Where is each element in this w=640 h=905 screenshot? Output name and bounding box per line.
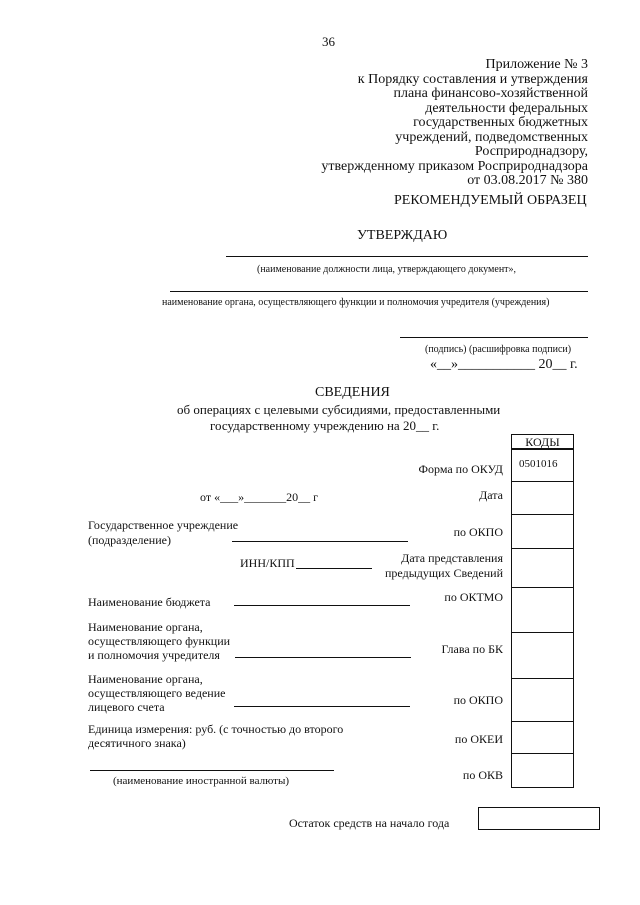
okud-code: 0501016 xyxy=(519,458,558,470)
date-label: Дата xyxy=(479,488,503,502)
code-cell-date[interactable] xyxy=(512,482,573,515)
glava-label: Глава по БК xyxy=(441,642,503,656)
account-label: Наименование органа, осуществляющего ведение лицевого счета xyxy=(88,672,226,714)
codes-column xyxy=(511,449,574,788)
page-number: 36 xyxy=(322,34,335,49)
doc-title: СВЕДЕНИЯ xyxy=(315,385,390,400)
doc-subtitle-1: об операциях с целевыми субсидиями, предоставленными xyxy=(177,402,501,417)
appendix-line: деятельности федеральных xyxy=(425,100,588,116)
inn-label: ИНН/КПП xyxy=(240,556,295,570)
okei-label: по ОКЕИ xyxy=(454,732,503,746)
code-cell-oktmo[interactable] xyxy=(512,588,573,633)
budget-line[interactable] xyxy=(234,605,410,606)
appendix-block xyxy=(321,58,588,189)
appendix-line: утвержденному приказом Росприроднадзора xyxy=(321,158,588,174)
account-line[interactable] xyxy=(234,706,410,707)
budget-label: Наименование бюджета xyxy=(88,595,211,609)
institution-label: Государственное учреждение (подразделение) xyxy=(88,518,239,547)
balance-label: Остаток средств на начало года xyxy=(289,816,450,830)
doc-subtitle-2: государственному учреждению на 20__ г. xyxy=(210,418,440,433)
approve-title: УТВЕРЖДАЮ xyxy=(357,228,448,243)
approver-position-caption: (наименование должности лица, утверждающего документ», xyxy=(257,264,517,275)
founder-line[interactable] xyxy=(235,657,411,658)
prev-date-label: Дата представления предыдущих Сведений xyxy=(385,551,503,580)
date-from: от «___»_______20__ г xyxy=(200,490,319,504)
appendix-line: Приложение № 3 xyxy=(485,57,588,72)
appendix-line: учреждений, подведомственных xyxy=(395,129,588,145)
oktmo-label: по ОКТМО xyxy=(444,590,503,604)
okpo2-label: по ОКПО xyxy=(453,693,503,707)
approver-position-line xyxy=(226,256,588,257)
founder-name-caption: наименование органа, осуществляющего функции и полномочия учредителя (учреждения) xyxy=(162,297,550,308)
appendix-line: Росприроднадзору, xyxy=(474,144,588,159)
unit-label: Единица измерения: руб. (с точностью до второго десятичного знака) xyxy=(88,722,344,750)
appendix-line: государственных бюджетных xyxy=(413,115,588,130)
approval-date: «__»___________ 20__ г. xyxy=(430,357,578,372)
founder-name-line xyxy=(170,291,588,292)
balance-cell[interactable] xyxy=(478,807,600,830)
inn-line[interactable] xyxy=(296,568,372,569)
code-cell-okei[interactable] xyxy=(512,722,573,754)
institution-line[interactable] xyxy=(232,541,408,542)
code-cell-prev-date[interactable] xyxy=(512,549,573,588)
code-cell-okpo2[interactable] xyxy=(512,679,573,722)
appendix-line: к Порядку составления и утверждения xyxy=(357,71,588,87)
recommended-sample: РЕКОМЕНДУЕМЫЙ ОБРАЗЕЦ xyxy=(394,193,587,208)
code-cell-okud[interactable] xyxy=(512,450,573,482)
okv-label: по ОКВ xyxy=(462,768,503,782)
okud-label: Форма по ОКУД xyxy=(418,462,503,476)
appendix-line: от 03.08.2017 № 380 xyxy=(467,173,588,188)
founder-label: Наименование органа, осуществляющего функции и полномочия учредителя xyxy=(88,620,231,662)
codes-header-cell xyxy=(511,434,574,449)
code-cell-okpo[interactable] xyxy=(512,515,573,549)
signature-line xyxy=(400,337,588,338)
codes-header: КОДЫ xyxy=(525,435,560,449)
signature-caption: (подпись) (расшифровка подписи) xyxy=(425,344,572,355)
currency-caption: (наименование иностранной валюты) xyxy=(113,775,289,787)
okpo-label: по ОКПО xyxy=(453,525,503,539)
appendix-line: плана финансово-хозяйственной xyxy=(393,86,588,101)
code-cell-glava[interactable] xyxy=(512,633,573,679)
currency-line[interactable] xyxy=(90,770,334,771)
